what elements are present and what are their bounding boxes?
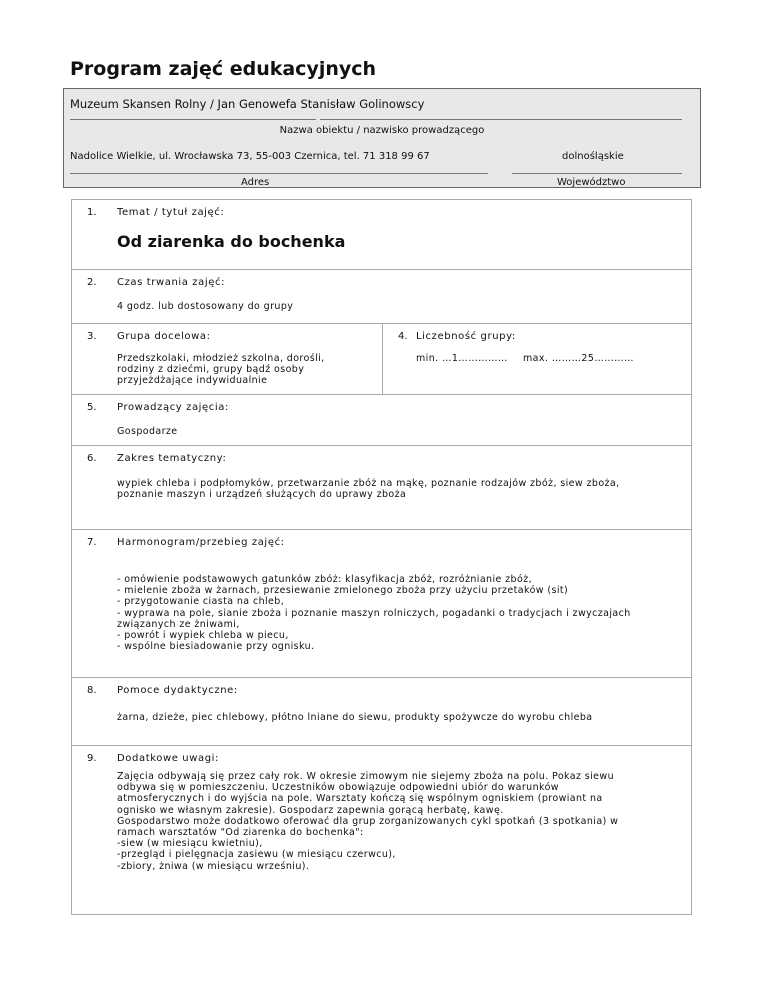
section-number: 3. <box>87 331 97 342</box>
teaching-aids-value: żarna, dzieże, piec chlebowy, płótno lniane do siewu, produkty spożywcze do wyrobu chleba <box>117 712 593 723</box>
header-box <box>63 88 701 188</box>
section-label: Grupa docelowa: <box>117 331 211 342</box>
section-host <box>71 394 692 446</box>
section-number: 6. <box>87 453 97 464</box>
section-number: 5. <box>87 402 97 413</box>
page-title: Program zajęć edukacyjnych <box>70 58 377 80</box>
topic-value: Od ziarenka do bochenka <box>117 232 346 251</box>
section-number: 8. <box>87 685 97 696</box>
voivodeship-caption: Województwo <box>557 177 626 188</box>
section-teaching-aids <box>71 677 692 746</box>
address-underline <box>70 173 488 174</box>
section-number: 1. <box>87 207 97 218</box>
section-topic <box>71 199 692 270</box>
name-underline-right <box>320 119 682 120</box>
section-target-group <box>71 323 383 395</box>
notes-value: Zajęcia odbywają się przez cały rok. W okresie zimowym nie siejemy zboża na polu. Pokaz siewu odbywa się w pomieszczeniu. Uczestników obowiązuje odpowiedni ubiór do warunków atmosferycznych i do wyjścia na pole. Warsztaty kończą się wspólnym ogniskiem (prowiant na ognisko we własnym zakresie). Gospodarz zapewnia gorącą herbatę, kawę. Gospodarstwo może dodatkowo oferować dla grup zorganizowanych cykl spotkań (3 spotkania) w ramach warsztatów "Od ziarenka do bochenka": -siew (w miesiącu kwietniu), -przegląd i pielęgnacja zasiewu (w miesiącu czerwcu), -zbiory, żniwa (w miesiącu wrześniu). <box>117 771 619 872</box>
section-label: Pomoce dydaktyczne: <box>117 685 238 696</box>
scope-value: wypiek chleba i podpłomyków, przetwarzanie zbóż na mąkę, poznanie rodzajów zbóż, siew zboża, poznanie maszyn i urządzeń służących do uprawy zboża <box>117 478 620 501</box>
section-number: 9. <box>87 753 97 764</box>
section-group-size <box>382 323 692 395</box>
section-number: 2. <box>87 277 97 288</box>
address-value: Nadolice Wielkie, ul. Wrocławska 73, 55-003 Czernica, tel. 71 318 99 67 <box>70 151 430 162</box>
section-label: Harmonogram/przebieg zajęć: <box>117 537 285 548</box>
group-size-min: min. …1…………… <box>416 353 508 364</box>
section-number: 7. <box>87 537 97 548</box>
section-duration <box>71 269 692 324</box>
host-value: Gospodarze <box>117 426 178 437</box>
section-scope <box>71 445 692 530</box>
section-label: Zakres tematyczny: <box>117 453 227 464</box>
section-label: Dodatkowe uwagi: <box>117 753 220 764</box>
name-underline-left <box>70 119 316 120</box>
section-label: Temat / tytuł zajęć: <box>117 207 225 218</box>
schedule-value: - omówienie podstawowych gatunków zbóż: klasyfikacja zbóż, rozróżnianie zbóż, - mielenie zboża w żarnach, przesiewanie zmielonego zboża przy użyciu przetaków (sit) - przygotowanie ciasta na chleb, - wyprawa na pole, sianie zboża i poznanie maszyn rolniczych, pogadanki o tradycjach i zwyczajach związanych ze żniwami, - powrót i wypiek chleba w piecu, - wspólne biesiadowanie przy ognisku. <box>117 574 631 653</box>
object-name-caption: Nazwa obiektu / nazwisko prowadzącego <box>279 125 485 136</box>
section-label: Liczebność grupy: <box>416 331 516 342</box>
voivodeship-underline <box>512 173 682 174</box>
duration-value: 4 godz. lub dostosowany do grupy <box>117 301 294 312</box>
section-notes <box>71 745 692 915</box>
section-number: 4. <box>398 331 408 342</box>
address-caption: Adres <box>241 177 270 188</box>
target-group-value: Przedszkolaki, młodzież szkolna, dorośli, rodziny z dziećmi, grupy bądź osoby przyjeżdżające indywidualnie <box>117 353 325 387</box>
group-size-max: max. ………25………… <box>523 353 634 364</box>
section-schedule <box>71 529 692 678</box>
section-label: Prowadzący zajęcia: <box>117 402 229 413</box>
section-label: Czas trwania zajęć: <box>117 277 226 288</box>
object-name-value: Muzeum Skansen Rolny / Jan Genowefa Stanisław Golinowscy <box>70 97 425 111</box>
voivodeship-value: dolnośląskie <box>562 151 624 162</box>
